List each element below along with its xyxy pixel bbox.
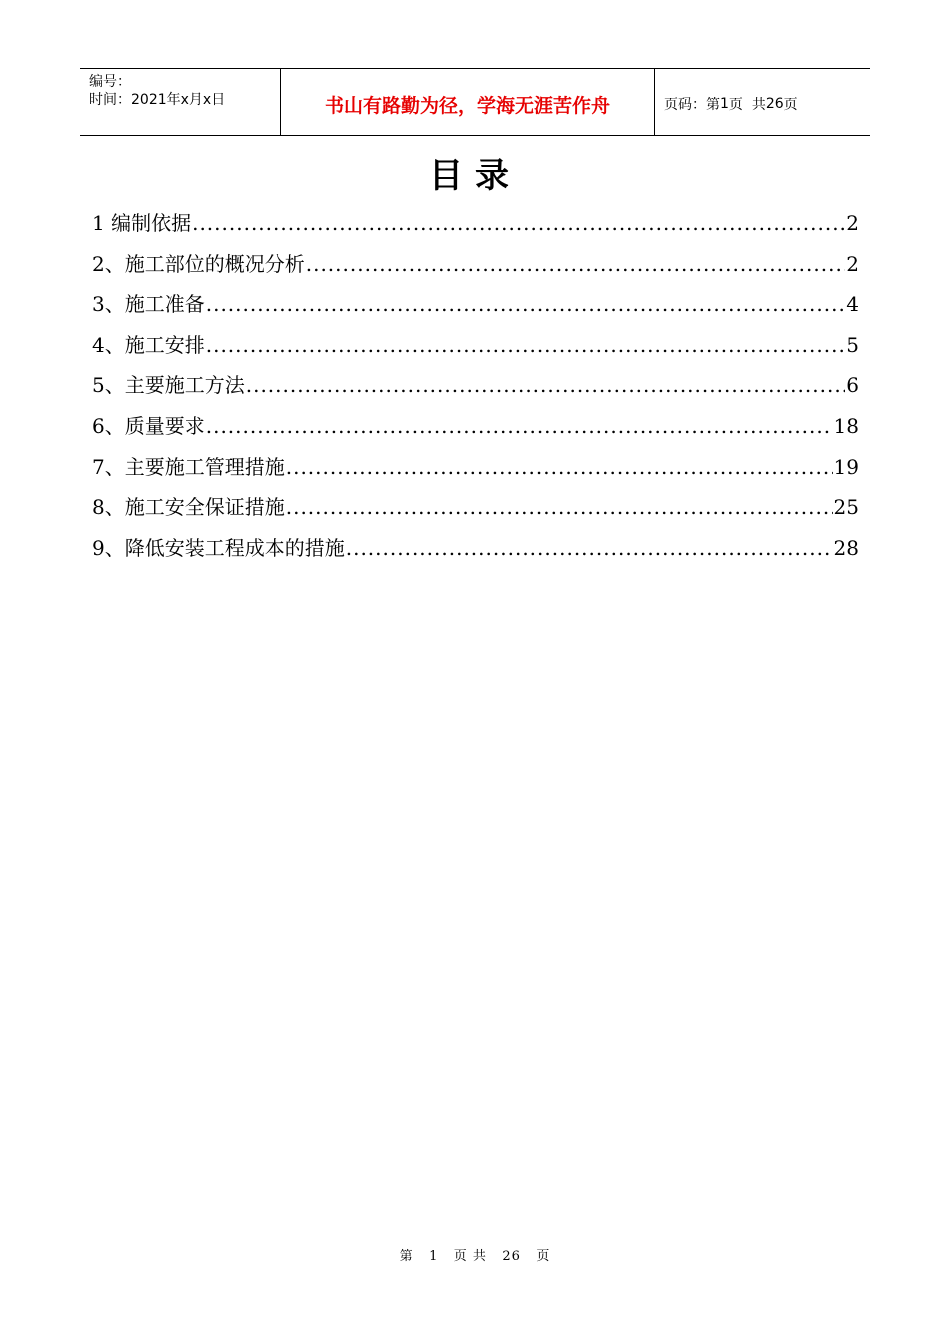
header-page-total: 26 xyxy=(765,96,784,112)
toc-item-page: 4 xyxy=(846,292,859,317)
page-header xyxy=(80,68,870,136)
toc-list xyxy=(92,208,859,573)
toc-item[interactable] xyxy=(92,411,859,452)
toc-leader-dots xyxy=(246,370,846,400)
toc-item[interactable] xyxy=(92,492,859,533)
toc-item-label: 9、降低安装工程成本的措施 xyxy=(92,535,345,560)
toc-item-page: 5 xyxy=(846,332,859,357)
footer-current: 1 xyxy=(429,1249,439,1264)
footer-prefix: 第 xyxy=(399,1249,414,1264)
toc-item-label: 1 编制依据 xyxy=(92,211,192,235)
toc-title: 目录 xyxy=(429,156,521,196)
page-footer xyxy=(0,1245,950,1264)
header-meta xyxy=(80,69,281,135)
toc-leader-dots xyxy=(286,452,833,482)
header-page-mid: 页 共 xyxy=(728,97,766,113)
toc-item-page: 28 xyxy=(833,535,859,560)
toc-item[interactable] xyxy=(92,452,859,493)
toc-item-label: 8、施工安全保证措施 xyxy=(92,495,285,520)
toc-item-page: 2 xyxy=(846,251,859,276)
header-page-info xyxy=(655,69,870,135)
header-page-label: 页码：第 xyxy=(664,97,720,113)
toc-leader-dots xyxy=(206,411,833,441)
toc-leader-dots xyxy=(206,289,846,319)
header-number: 编号： xyxy=(89,74,131,90)
motto-text: 书山有路勤为径，学海无涯苦作舟 xyxy=(324,94,610,117)
toc-item[interactable] xyxy=(92,533,859,574)
toc-item-label: 2、施工部位的概况分析 xyxy=(92,251,305,276)
toc-item[interactable] xyxy=(92,289,859,330)
toc-leader-dots xyxy=(206,330,846,360)
toc-leader-dots xyxy=(306,249,846,279)
toc-item-label: 4、施工安排 xyxy=(92,332,205,357)
toc-item-label: 7、主要施工管理措施 xyxy=(92,454,285,479)
toc-item[interactable] xyxy=(92,370,859,411)
toc-item[interactable] xyxy=(92,249,859,290)
toc-item-page: 19 xyxy=(833,454,859,479)
toc-leader-dots xyxy=(346,533,833,563)
toc-item-page: 2 xyxy=(846,211,859,235)
toc-item-page: 6 xyxy=(846,373,859,398)
footer-total: 26 xyxy=(502,1249,521,1264)
toc-item-page: 18 xyxy=(833,413,859,438)
header-page-current: 1 xyxy=(720,96,729,112)
header-page-end: 页 xyxy=(783,97,798,113)
footer-mid: 页 共 xyxy=(453,1249,487,1264)
toc-item-label: 3、施工准备 xyxy=(92,292,205,317)
toc-item[interactable] xyxy=(92,208,859,249)
toc-item-label: 6、质量要求 xyxy=(92,413,205,438)
toc-leader-dots xyxy=(192,208,845,238)
toc-leader-dots xyxy=(286,492,833,522)
footer-suffix: 页 xyxy=(536,1249,551,1264)
toc-item-label: 5、主要施工方法 xyxy=(92,373,245,398)
toc-item[interactable] xyxy=(92,330,859,371)
header-time: 时间：2021年x月x日 xyxy=(89,92,226,108)
toc-item-page: 25 xyxy=(833,495,859,520)
header-motto xyxy=(281,69,655,135)
